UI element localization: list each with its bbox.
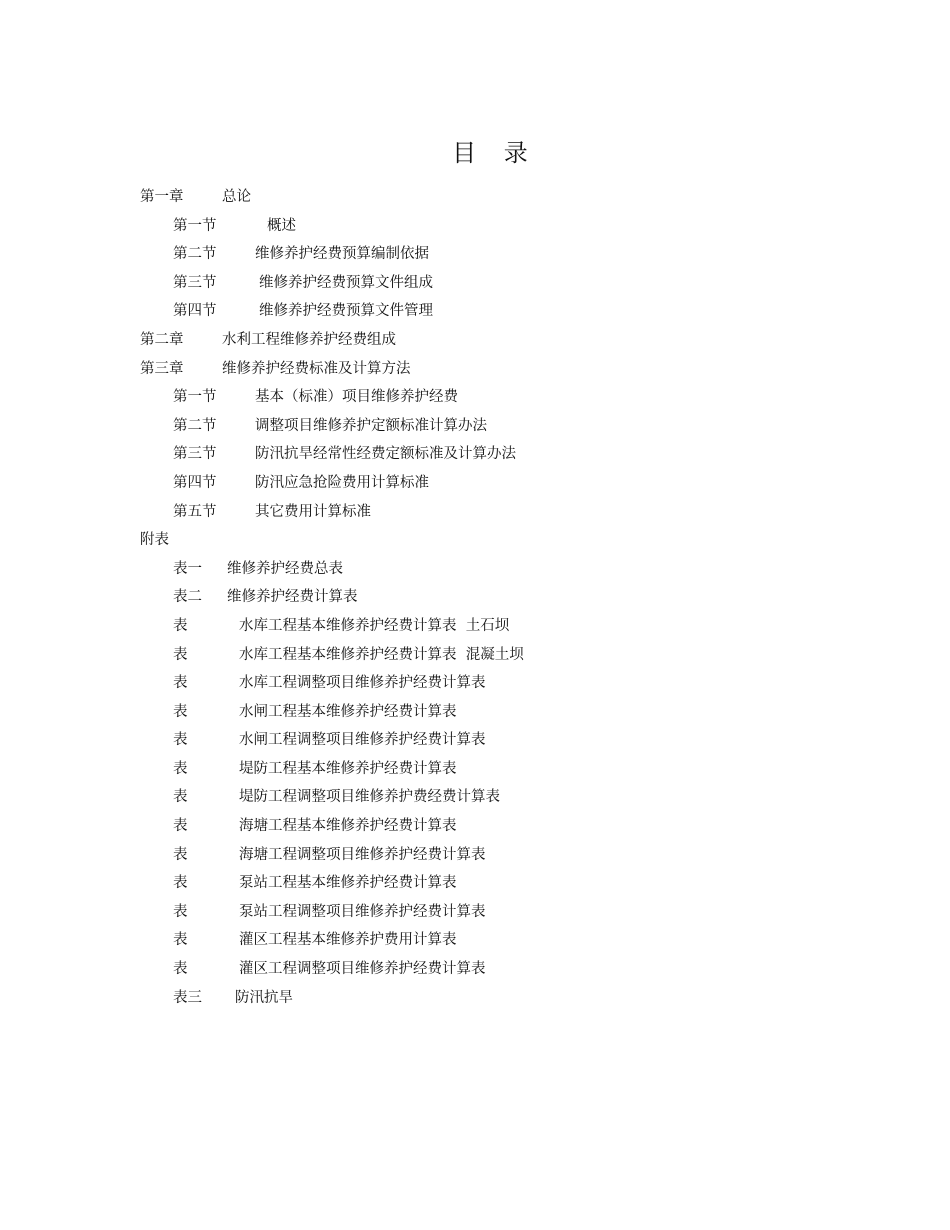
entry-text: 总论	[222, 189, 251, 205]
toc-entry-table	[140, 955, 860, 984]
entry-text: 堤防工程调整项目维修养护费经费计算表	[239, 789, 500, 806]
entry-text: 维修养护经费标准及计算方法	[222, 360, 411, 377]
toc-entry-section	[140, 469, 860, 498]
toc-entry-table	[140, 726, 860, 755]
entry-text: 泵站工程调整项目维修养护经费计算表	[239, 903, 486, 920]
toc-entry-section	[140, 383, 860, 412]
entry-text: 水库工程基本维修养护经费计算表 土石坝	[239, 617, 510, 634]
toc-entry-table	[140, 841, 860, 870]
toc-entry-table	[140, 583, 860, 612]
toc-entry-section	[140, 440, 860, 469]
entry-text: 堤防工程基本维修养护经费计算表	[239, 760, 457, 777]
entry-number: 表三	[173, 989, 202, 1006]
entry-text: 灌区工程基本维修养护费用计算表	[239, 932, 457, 949]
entry-number: 表	[173, 732, 188, 749]
toc-entry-table	[140, 669, 860, 698]
entry-number: 第一章	[140, 189, 184, 205]
toc-entry-appendix	[140, 526, 860, 555]
entry-number: 第三节	[173, 446, 217, 463]
entry-number: 表二	[173, 589, 202, 606]
entry-number: 附表	[140, 532, 169, 549]
entry-number: 表	[173, 789, 188, 806]
entry-text: 海塘工程基本维修养护经费计算表	[239, 818, 457, 835]
entry-text: 防汛应急抢险费用计算标准	[255, 474, 429, 491]
entry-number: 表	[173, 903, 188, 920]
toc-entry-table	[140, 698, 860, 727]
entry-text: 防汛抗旱	[235, 989, 293, 1006]
entry-number: 第一节	[173, 389, 217, 406]
entry-text: 水闸工程调整项目维修养护经费计算表	[239, 732, 486, 749]
toc-entry-table	[140, 612, 860, 641]
entry-number: 表	[173, 875, 188, 892]
entry-text: 维修养护经费总表	[227, 560, 343, 577]
toc-entry-table	[140, 755, 860, 784]
entry-text: 防汛抗旱经常性经费定额标准及计算办法	[255, 446, 516, 463]
toc-entry-chapter	[140, 183, 860, 212]
entry-number: 第四节	[173, 303, 217, 320]
toc-entry-section	[140, 240, 860, 269]
toc-entry-chapter	[140, 355, 860, 384]
entry-text: 水闸工程基本维修养护经费计算表	[239, 703, 457, 720]
entry-number: 表	[173, 818, 188, 835]
entry-number: 第二节	[173, 417, 217, 434]
toc-entry-table	[140, 555, 860, 584]
entry-number: 第一节	[173, 217, 217, 234]
toc-entry-section	[140, 412, 860, 441]
entry-number: 第二章	[140, 331, 184, 348]
toc-entry-table	[140, 641, 860, 670]
entry-number: 表	[173, 961, 188, 978]
entry-text: 泵站工程基本维修养护经费计算表	[239, 875, 457, 892]
toc-entry-section	[140, 212, 860, 241]
entry-number: 第三节	[173, 274, 217, 291]
entry-number: 第五节	[173, 503, 217, 520]
entry-text: 其它费用计算标准	[255, 503, 371, 520]
entry-text: 维修养护经费计算表	[227, 589, 358, 606]
entry-number: 表	[173, 932, 188, 949]
toc-title: 目 录	[452, 139, 538, 167]
entry-text: 调整项目维修养护定额标准计算办法	[255, 417, 487, 434]
entry-number: 表	[173, 703, 188, 720]
toc-entry-table	[140, 898, 860, 927]
toc-entry-table	[140, 984, 860, 1013]
entry-number: 第四节	[173, 474, 217, 491]
toc-entry-table	[140, 869, 860, 898]
entry-text: 水库工程调整项目维修养护经费计算表	[239, 675, 486, 692]
toc-entry-section	[140, 269, 860, 298]
entry-text: 基本（标准）项目维修养护经费	[255, 389, 458, 406]
entry-text: 概述	[267, 217, 296, 234]
entry-number: 表一	[173, 560, 202, 577]
entry-text: 水库工程基本维修养护经费计算表 混凝土坝	[239, 646, 524, 663]
entry-number: 表	[173, 646, 188, 663]
entry-number: 表	[173, 760, 188, 777]
entry-text: 灌区工程调整项目维修养护经费计算表	[239, 961, 486, 978]
entry-number: 第二节	[173, 246, 217, 263]
entry-number: 表	[173, 675, 188, 692]
toc-entry-chapter	[140, 326, 860, 355]
entry-number: 表	[173, 846, 188, 863]
entry-number: 表	[173, 617, 188, 634]
entry-text: 维修养护经费预算文件组成	[259, 274, 433, 291]
toc-entry-section	[140, 498, 860, 527]
toc-entry-table	[140, 812, 860, 841]
toc-entry-section	[140, 297, 860, 326]
entry-text: 海塘工程调整项目维修养护经费计算表	[239, 846, 486, 863]
entry-text: 水利工程维修养护经费组成	[222, 331, 396, 348]
entry-number: 第三章	[140, 360, 184, 377]
entry-text: 维修养护经费预算编制依据	[255, 246, 429, 263]
toc-entry-table	[140, 926, 860, 955]
toc-list	[140, 183, 860, 1012]
toc-entry-table	[140, 783, 860, 812]
entry-text: 维修养护经费预算文件管理	[259, 303, 433, 320]
